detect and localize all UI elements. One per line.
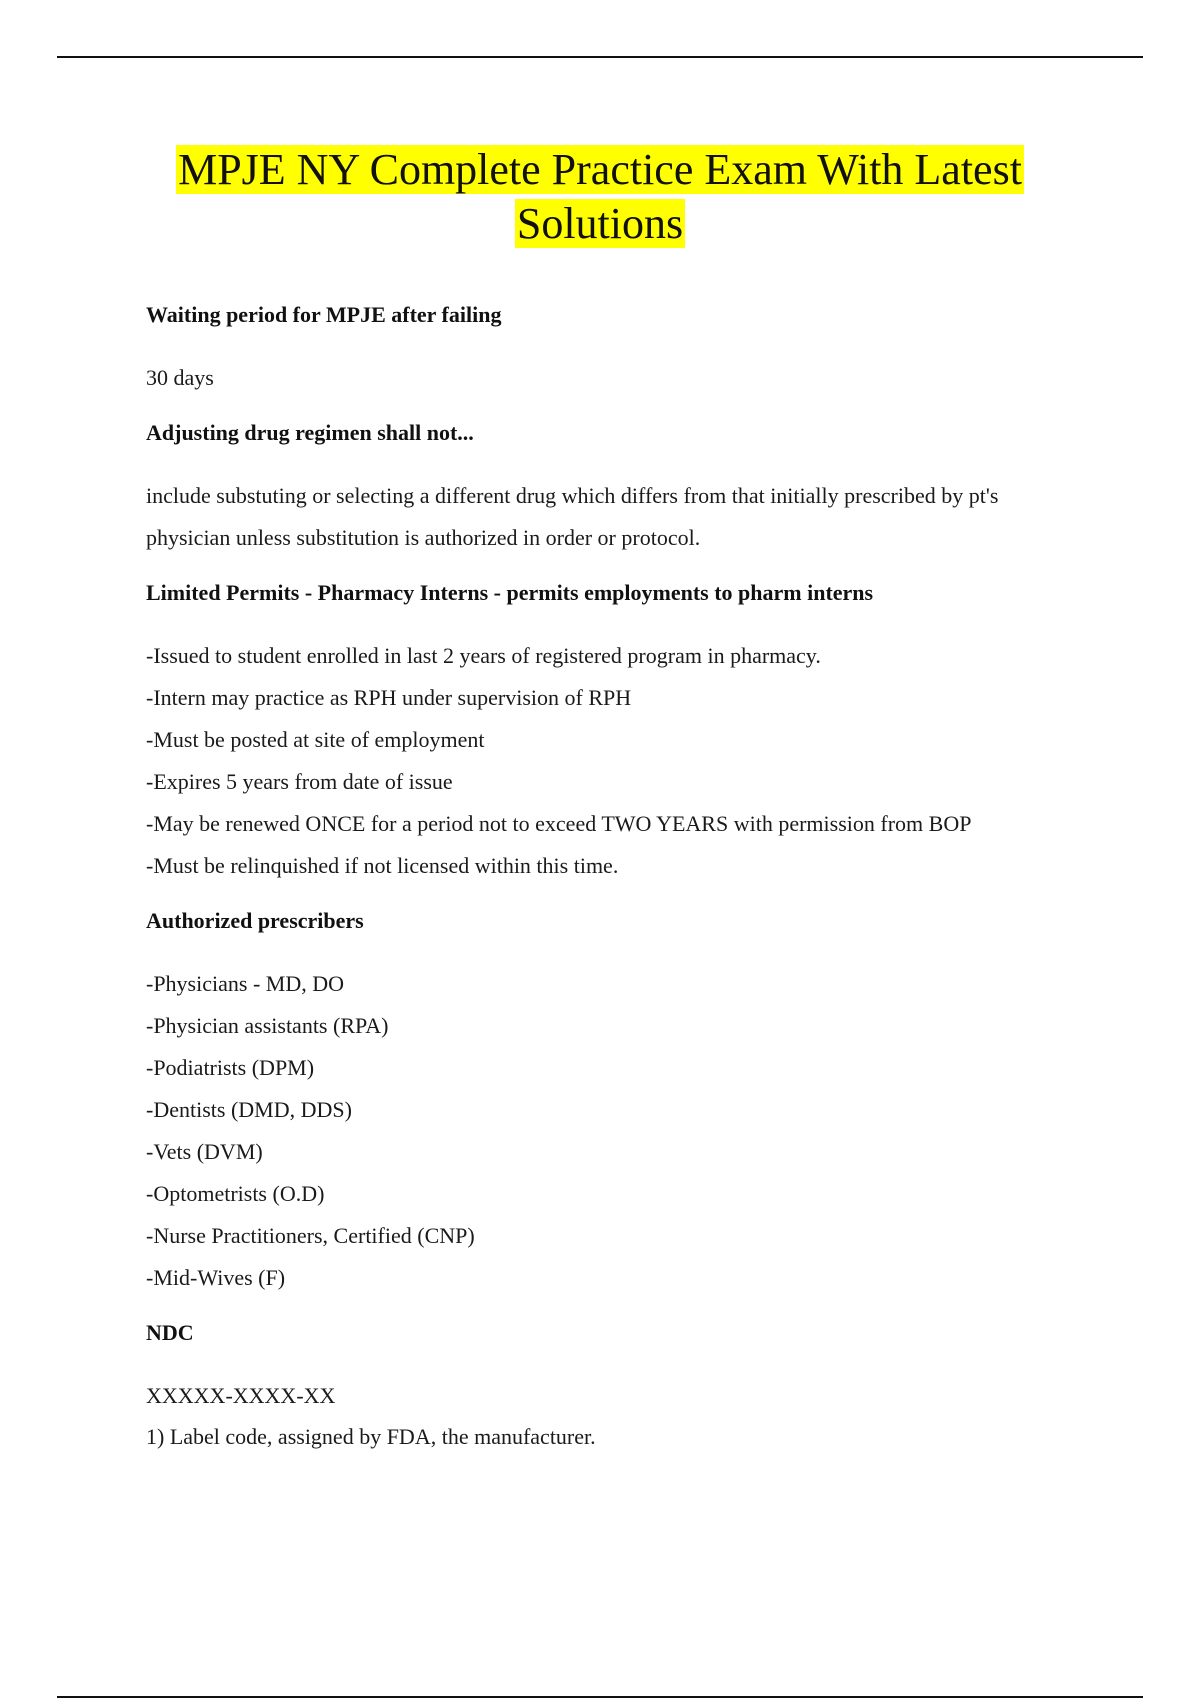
answer-line: -Expires 5 years from date of issue xyxy=(146,769,453,794)
bottom-divider xyxy=(57,1696,1143,1698)
answer-line: -Dentists (DMD, DDS) xyxy=(146,1097,352,1122)
answer-line: -Podiatrists (DPM) xyxy=(146,1055,315,1080)
answer-line: 1) Label code, assigned by FDA, the manufacturer. xyxy=(146,1424,596,1449)
answer-line: -Nurse Practitioners, Certified (CNP) xyxy=(146,1223,475,1248)
answer-block xyxy=(146,357,1096,399)
document-title-text: MPJE NY Complete Practice Exam With Latest Solutions xyxy=(178,145,1022,248)
answer-line: -Physicians - MD, DO xyxy=(146,971,344,996)
answer-block xyxy=(146,635,1096,887)
question-heading: Authorized prescribers xyxy=(146,908,364,933)
answer-block xyxy=(146,1375,1096,1457)
document-title xyxy=(100,143,1100,251)
answer-block xyxy=(146,475,1096,559)
qa-list xyxy=(146,298,1096,1457)
question-heading: Limited Permits - Pharmacy Interns - permits employments to pharm interns xyxy=(146,580,874,605)
top-divider xyxy=(57,56,1143,58)
question-heading: NDC xyxy=(146,1320,194,1345)
answer-line: -Vets (DVM) xyxy=(146,1139,263,1164)
answer-line: 30 days xyxy=(146,365,214,390)
answer-line: include substuting or selecting a different drug which differs from that initially prescribed by pt's xyxy=(146,483,999,508)
answer-line: -Mid-Wives (F) xyxy=(146,1265,286,1290)
answer-line: -Physician assistants (RPA) xyxy=(146,1013,389,1038)
answer-line: -Optometrists (O.D) xyxy=(146,1181,325,1206)
answer-line: physician unless substitution is authorized in order or protocol. xyxy=(146,525,701,550)
answer-line: -Issued to student enrolled in last 2 years of registered program in pharmacy. xyxy=(146,643,821,668)
answer-line: -Intern may practice as RPH under supervision of RPH xyxy=(146,685,632,710)
answer-line: -Must be relinquished if not licensed within this time. xyxy=(146,853,619,878)
answer-line: XXXXX-XXXX-XX xyxy=(146,1383,336,1408)
question-heading: Waiting period for MPJE after failing xyxy=(146,302,502,327)
question-heading: Adjusting drug regimen shall not... xyxy=(146,420,474,445)
answer-line: -Must be posted at site of employment xyxy=(146,727,485,752)
answer-line: -May be renewed ONCE for a period not to exceed TWO YEARS with permission from BOP xyxy=(146,811,972,836)
answer-block xyxy=(146,963,1096,1299)
